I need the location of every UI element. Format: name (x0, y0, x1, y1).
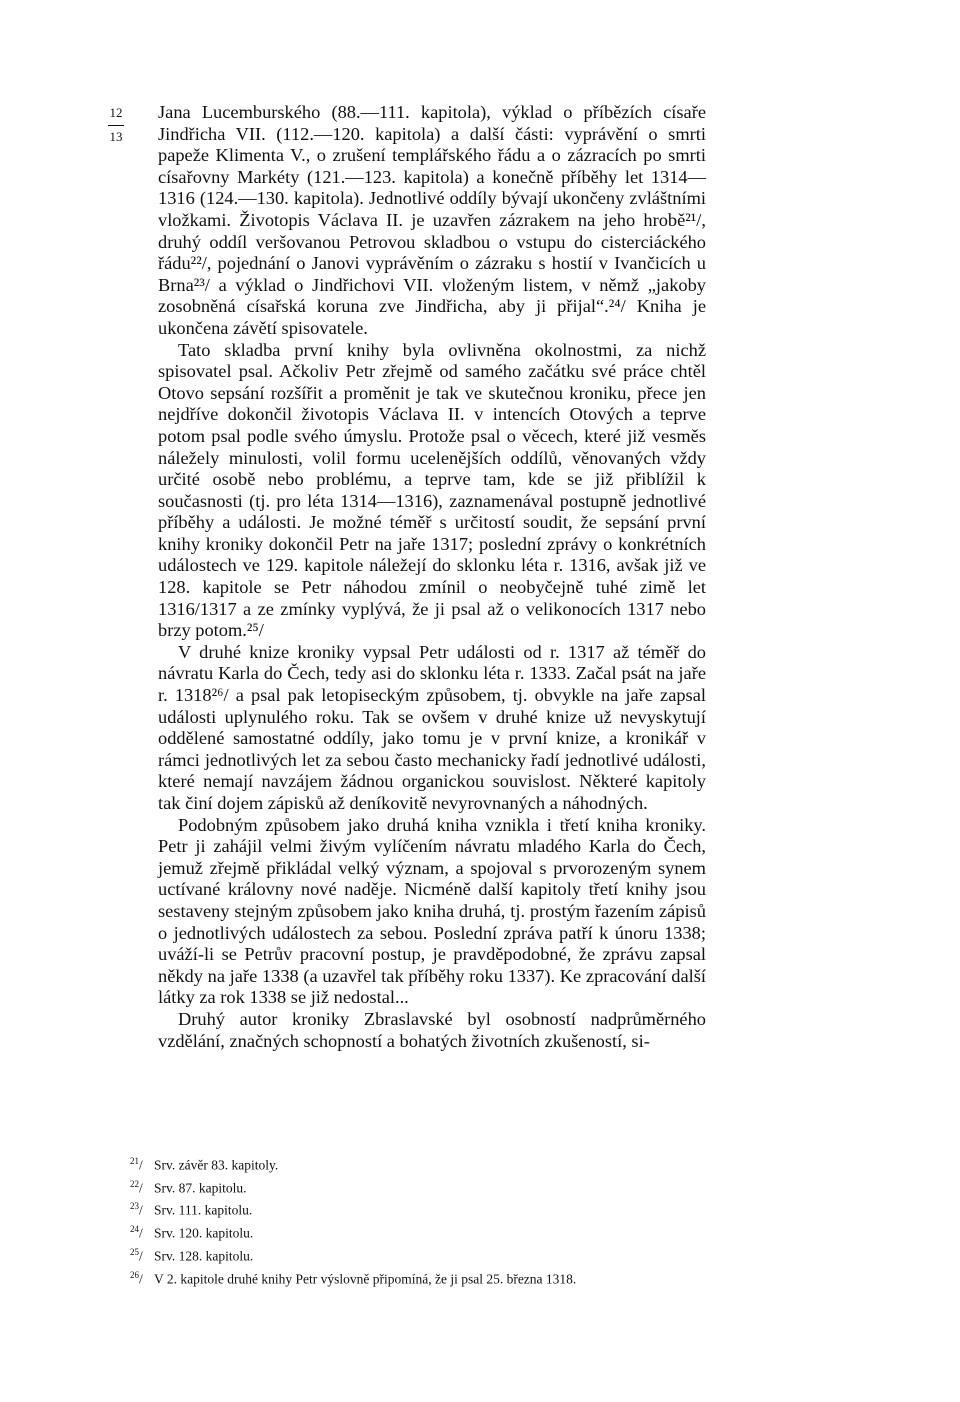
margin-chapter-reference (108, 106, 124, 144)
margin-ref-top: 12 (109, 105, 123, 120)
footnote-text: Srv. 120. kapitolu. (154, 1225, 254, 1241)
margin-ref-divider (108, 125, 124, 126)
footnote (130, 1243, 730, 1266)
paragraph-5: Druhý autor kroniky Zbraslavské byl osobností nadprůměrného vzdělání, značných schopností a bohatých životních zkušeností, si- (158, 1008, 706, 1051)
paragraph-2: Tato skladba první knihy byla ovlivněna okolnostmi, za nichž spisovatel psal. Ačkoliv Petr zřejmě od samého začátku své práce chtěl Otovo sepsání rozšířit a proměnit je tak ve skutečnou kroniku, přece jen nejdříve dokončil životopis Václava II. v intencích Otových a teprve potom psal podle svého úmyslu. Protože psal o věcech, které již vesměs náležely minulosti, volil formu ucelenějších oddílů, věnovaných vždy určité osobě nebo problému, a teprve tam, kde se již přiblížil k současnosti (tj. pro léta 1314—1316), zaznamenával postupně jednotlivé příběhy a události. Je možné téměř s určitostí soudit, že sepsání první knihy kroniky dokončil Petr na jaře 1317; poslední zprávy o konkrétních událostech ve 129. kapitole náležejí do sklonku léta r. 1316, avšak již ve 128. kapitole se Petr náhodou zmínil o neobyčejně tuhé zimě let 1316/1317 a ze zmínky vyplývá, že ji psal až o velikonocích 1317 nebo brzy potom.²⁵/ (158, 339, 706, 641)
footnote-marker: $^{25}$/ (130, 1246, 143, 1264)
footnote-text: Srv. 87. kapitolu. (154, 1180, 247, 1196)
footnote (130, 1197, 730, 1220)
footnote (130, 1175, 730, 1198)
main-text (158, 102, 706, 1052)
footnote (130, 1220, 730, 1243)
footnote-marker: $^{22}$/ (130, 1178, 143, 1196)
footnote-text: Srv. 128. kapitolu. (154, 1248, 254, 1264)
footnote-marker: $^{26}$/ (130, 1269, 143, 1287)
footnote-text: Srv. závěr 83. kapitoly. (154, 1157, 279, 1173)
paragraph-1: Jana Lucemburského (88.—111. kapitola), výklad o příbězích císaře Jindřicha VII. (112.—120. kapitola) a další části: vyprávění o smrti papeže Klimenta V., o zrušení templářského řádu a o zázracích po smrti císařovny Markéty (121.—123. kapitola) a konečně příběhy let 1314—1316 (124.—130. kapitola). Jednotlivé oddíly bývají ukončeny zvláštními vložkami. Životopis Václava II. je uzavřen zázrakem na jeho hrobě²¹/, druhý oddíl veršovanou Petrovou skladbou o vstupu do cisterciáckého řádu²²/, pojednání o Janovi vyprávěním o zázraku s hostií v Ivančicích u Brna²³/ a výklad o Jindřichovi VII. vloženým listem, v němž „jakoby zosobněná císařská koruna zve Jindřicha, aby ji přijal“.²⁴/ Kniha je ukončena závětí spisovatele. (158, 102, 706, 338)
footnote (130, 1266, 730, 1289)
footnote-text: V 2. kapitole druhé knihy Petr výslovně připomíná, že ji psal 25. března 1318. (154, 1271, 577, 1287)
margin-ref-bottom: 13 (109, 129, 123, 144)
footnote (130, 1152, 730, 1175)
paragraph-4: Podobným způsobem jako druhá kniha vznikla i třetí kniha kroniky. Petr ji zahájil velmi živým vylíčením návratu mladého Karla do Čech, jemuž zřejmě přikládal velký význam, a spojoval s prvorozeným synem uctívané královny nové naděje. Nicméně další kapitoly třetí knihy jsou sestaveny stejným způsobem jako kniha druhá, tj. prostým řazením zápisů o jednotlivých událostech za sebou. Poslední zpráva patří k únoru 1338; uváží-li se Petrův pracovní postup, je pravděpodobné, že zprávu zapsal někdy na jaře 1338 (a uzavřel tak příběhy roku 1337). Ke zpracování další látky za rok 1338 se již nedostal... (158, 814, 706, 1008)
footnotes (130, 1152, 730, 1288)
footnote-text: Srv. 111. kapitolu. (154, 1202, 253, 1218)
footnote-marker: $^{23}$/ (130, 1201, 143, 1218)
footnote-marker: $^{24}$/ (130, 1224, 143, 1241)
footnote-marker: $^{21}$/ (130, 1156, 143, 1173)
paragraph-3: V druhé knize kroniky vypsal Petr události od r. 1317 až téměř do návratu Karla do Čech, tedy asi do sklonku léta r. 1333. Začal psát na jaře r. 1318²⁶/ a psal pak letopiseckým způsobem, tj. obvykle na jaře zapsal události uplynulého roku. Tak se ovšem v druhé knize už nevyskytují oddělené samostatné oddíly, jako tomu je v první knize, a kronikář v rámci jednotlivých let za sebou často mechanicky řadí jednotlivé události, které nemají navzájem žádnou organickou souvislost. Některé kapitoly tak činí dojem zápisků až deníkovitě nevyrovnaných a náhodných. (158, 641, 706, 813)
